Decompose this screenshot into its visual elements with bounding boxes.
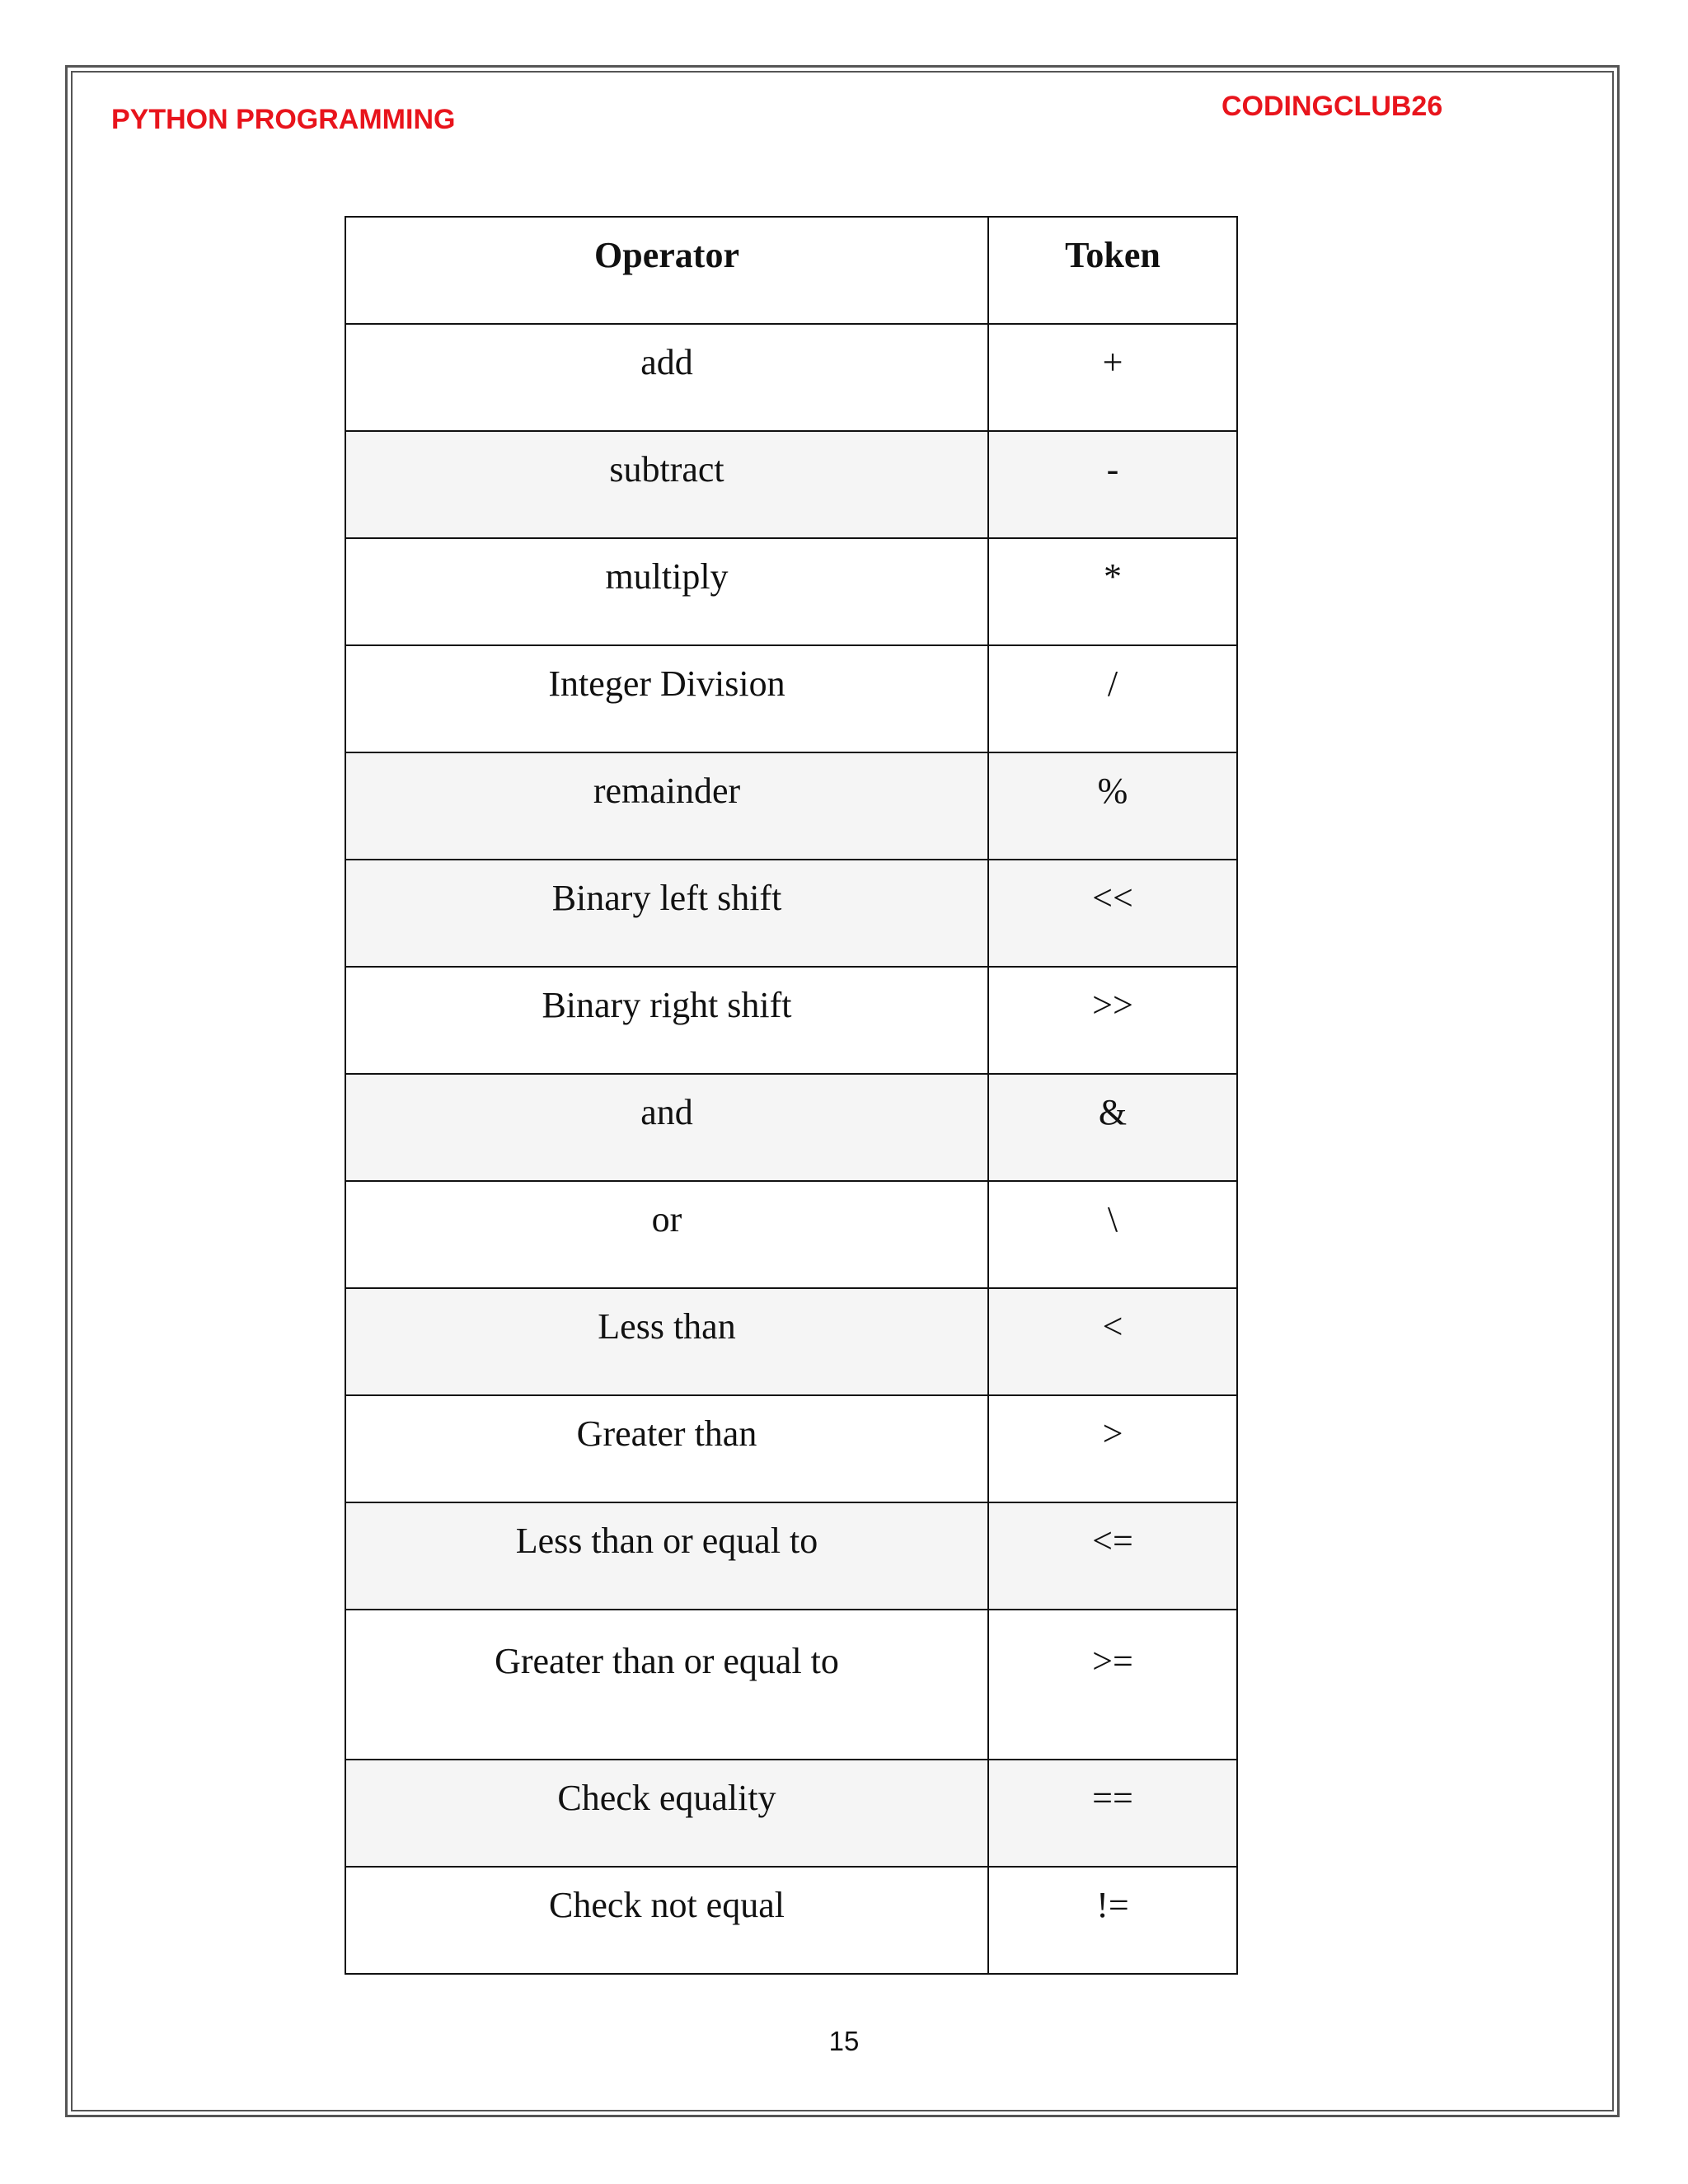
table-row <box>345 860 1237 967</box>
token-cell: % <box>988 752 1237 860</box>
table-row <box>345 431 1237 538</box>
token-cell: & <box>988 1074 1237 1181</box>
table-row <box>345 967 1237 1074</box>
token-cell: - <box>988 431 1237 538</box>
table-row <box>345 752 1237 860</box>
token-cell: * <box>988 538 1237 645</box>
operator-cell: Check not equal <box>345 1867 988 1974</box>
token-cell: == <box>988 1760 1237 1867</box>
token-cell: \ <box>988 1181 1237 1288</box>
operator-cell: multiply <box>345 538 988 645</box>
table-row <box>345 538 1237 645</box>
token-cell: >= <box>988 1610 1237 1760</box>
page-number: 15 <box>828 2026 860 2056</box>
operator-cell: Greater than <box>345 1395 988 1502</box>
table-row <box>345 1395 1237 1502</box>
table-row <box>345 324 1237 431</box>
operator-cell: Check equality <box>345 1760 988 1867</box>
operator-cell: and <box>345 1074 988 1181</box>
token-cell: != <box>988 1867 1237 1974</box>
operator-token-table <box>345 216 1238 1975</box>
operator-cell: Less than or equal to <box>345 1502 988 1610</box>
table-header-row <box>345 217 1237 324</box>
table-row <box>345 1867 1237 1974</box>
operator-cell: Integer Division <box>345 645 988 752</box>
operator-cell: add <box>345 324 988 431</box>
token-cell: >> <box>988 967 1237 1074</box>
table-row <box>345 1760 1237 1867</box>
table-row <box>345 1502 1237 1610</box>
header-left-title: PYTHON PROGRAMMING <box>111 104 456 135</box>
table-row <box>345 1610 1237 1760</box>
header-right-title: CODINGCLUB26 <box>1221 91 1443 122</box>
table-row <box>345 645 1237 752</box>
token-cell: < <box>988 1288 1237 1395</box>
operator-cell: Binary left shift <box>345 860 988 967</box>
token-cell: / <box>988 645 1237 752</box>
table-row <box>345 1074 1237 1181</box>
table-row <box>345 1288 1237 1395</box>
token-cell: <= <box>988 1502 1237 1610</box>
column-header-operator: Operator <box>345 217 988 324</box>
operator-cell: Greater than or equal to <box>345 1610 988 1760</box>
token-cell: << <box>988 860 1237 967</box>
operator-cell: remainder <box>345 752 988 860</box>
operator-cell: Binary right shift <box>345 967 988 1074</box>
operator-cell: subtract <box>345 431 988 538</box>
token-cell: > <box>988 1395 1237 1502</box>
token-cell: + <box>988 324 1237 431</box>
operator-cell: Less than <box>345 1288 988 1395</box>
operator-cell: or <box>345 1181 988 1288</box>
table-row <box>345 1181 1237 1288</box>
column-header-token: Token <box>988 217 1237 324</box>
